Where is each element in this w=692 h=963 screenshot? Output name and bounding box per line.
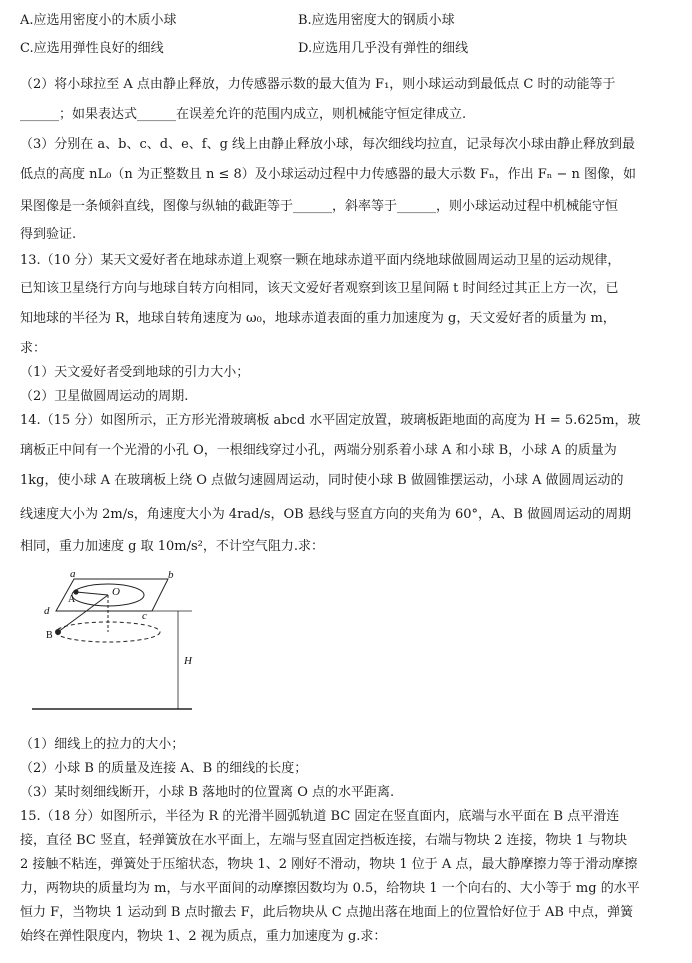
- q15-line3: 2 接触不粘连，弹簧处于压缩状态，物块 1、2 刚好不滑动，物块 1 位于 A 点，最大静摩擦力等于滑动摩擦: [20, 857, 638, 872]
- string-oa: [76, 592, 108, 595]
- q14-sub1: （1）细线上的拉力的大小；: [20, 737, 185, 752]
- q15-line6: 始终在弹性限度内，物块 1、2 视为质点，重力加速度为 g.求：: [20, 929, 387, 944]
- q15-line2: 接，直径 BC 竖直，轻弹簧放在水平面上，左端与竖直固定挡板连接，右端与物块 2 连接，物块 1 与物块: [20, 833, 628, 848]
- q12-part3-line3: 果图像是一条倾斜直线，图像与纵轴的截距等于______，斜率等于______，则小球运动过程中机械能守恒: [20, 199, 619, 214]
- q14-line2: 璃板正中间有一个光滑的小孔 O，一根细线穿过小孔，两端分别系着小球 A 和小球 B，小球 A 的质量为: [20, 443, 617, 458]
- q12-part3-line4: 得到验证.: [20, 227, 77, 242]
- label-d: d: [44, 605, 50, 617]
- q12-part3-line2: 低点的高度 nL₀（n 为正整数且 n ≤ 8）及小球运动过程中力传感器的最大示数 Fₙ，作出 Fₙ − n 图像，如: [20, 167, 637, 182]
- q14-sub2: （2）小球 B 的质量及连接 A、B 的细线的长度；: [20, 761, 308, 776]
- q13-line2: 已知该卫星绕行方向与地球自转方向相同，该天文爱好者观察到该卫星间隔 t 时间经过其正上方一次，已: [20, 281, 619, 296]
- label-o: O: [112, 586, 120, 598]
- label-a: a: [70, 568, 76, 580]
- q13-sub2: （2）卫星做圆周运动的周期.: [20, 389, 189, 404]
- q15-line4: 力，两物块的质量均为 m，与水平面间的动摩擦因数均为 0.5，给物块 1 一个向右的、大小等于 mg 的水平: [20, 881, 640, 896]
- q13-line1: 13.（10 分）某天文爱好者在地球赤道上观察一颗在地球赤道平面内绕地球做圆周运动卫星的运动规律，: [20, 253, 621, 268]
- q14-line4: 线速度大小为 2m/s，角速度大小为 4rad/s，OB 悬线与竖直方向的夹角为 60°，A、B 做圆周运动的周期: [20, 507, 632, 522]
- q14-line3: 1kg，使小球 A 在玻璃板上绕 O 点做匀速圆周运动，同时使小球 B 做圆锥摆运动，小球 A 做圆周运动的: [20, 473, 624, 488]
- label-h: H: [184, 655, 192, 667]
- q13-line4: 求：: [20, 341, 47, 356]
- q12-part2-line2: ______；如果表达式______在误差允许的范围内成立，则机械能守恒定律成立.: [20, 107, 467, 122]
- option-a: A.应选用密度小的木质小球: [20, 13, 177, 28]
- q14-line5: 相同，重力加速度 g 取 10m/s²，不计空气阻力.求：: [20, 539, 324, 554]
- option-d: D.应选用几乎没有弹性的细线: [298, 41, 469, 56]
- q12-part2-line1: （2）将小球拉至 A 点由静止释放，力传感器示数的最大值为 F₁，则小球运动到最低点 C 时的动能等于: [20, 77, 616, 92]
- q15-line5: 恒力 F，当物块 1 运动到 B 点时撤去 F，此后物块从 C 点抛出落在地面上的位置恰好位于 AB 中点，弹簧: [20, 905, 634, 920]
- q13-sub1: （1）天文爱好者受到地球的引力大小；: [20, 365, 250, 380]
- q15-line1: 15.（18 分）如图所示，半径为 R 的光滑半圆弧轨道 BC 固定在竖直面内，底端与水平面在 B 点平滑连: [20, 809, 620, 824]
- glass-plate-figure: [28, 568, 200, 718]
- q13-line3: 知地球的半径为 R，地球自转角速度为 ω₀，地球赤道表面的重力加速度为 g，天文爱好者的质量为 m，: [20, 311, 616, 326]
- label-ball-b: B: [46, 630, 53, 641]
- q12-part3-line1: （3）分别在 a、b、c、d、e、f、g 线上由静止释放小球，每次细线均拉直，记录每次小球由静止释放到最: [20, 137, 636, 152]
- option-b: B.应选用密度大的钢质小球: [298, 13, 455, 28]
- q14-sub3: （3）某时刻细线断开，小球 B 落地时的位置离 O 点的水平距离.: [20, 785, 395, 800]
- ball-b: [55, 629, 61, 635]
- q14-line1: 14.（15 分）如图所示，正方形光滑玻璃板 abcd 水平固定放置，玻璃板距地面的高度为 H = 5.625m，玻: [20, 413, 641, 428]
- label-c: c: [142, 610, 147, 622]
- label-b: b: [168, 569, 174, 581]
- label-ball-a: A: [68, 594, 76, 605]
- option-c: C.应选用弹性良好的细线: [20, 41, 164, 56]
